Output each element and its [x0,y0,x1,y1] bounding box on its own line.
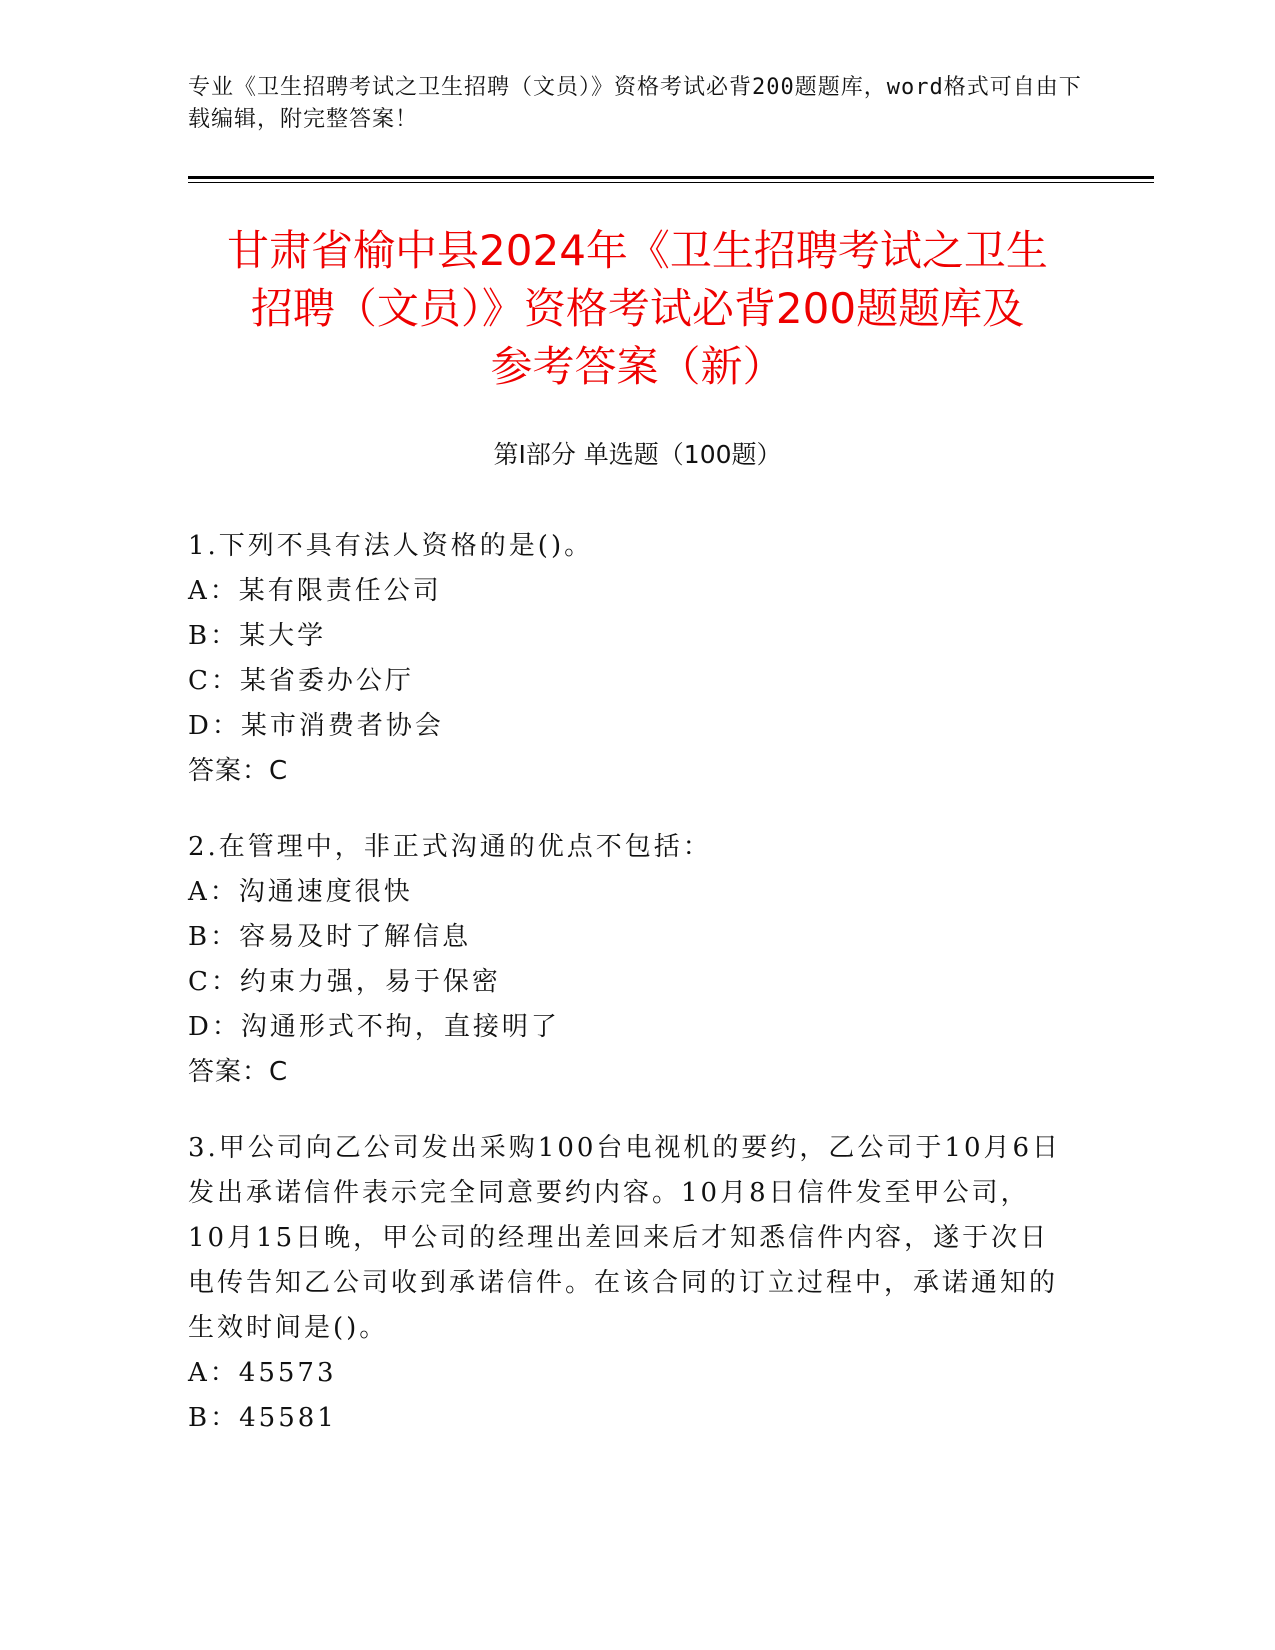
document-title [150,222,1125,396]
option-a: A：某有限责任公司 [188,576,442,606]
option-c: C：某省委办公厅 [188,666,414,696]
question-item [188,825,1068,1095]
option-b: B：45581 [188,1403,337,1433]
question-item [188,524,1068,794]
question-text: 2.在管理中，非正式沟通的优点不包括： [188,832,712,862]
answer: 答案：C [188,756,289,786]
title-line: 招聘（文员）》资格考试必背200题题库及 [250,284,1025,333]
option-d: D：某市消费者协会 [188,711,444,741]
question-text: 3.甲公司向乙公司发出采购100台电视机的要约，乙公司于10月6日发出承诺信件表示完全同意要约内容。10月8日信件发至甲公司，10月15日晚，甲公司的经理出差回来后才知悉信件内容，遂于次日电传告知乙公司收到承诺信件。在该合同的订立过程中，承诺通知的生效时间是()。 [188,1133,1062,1343]
option-b: B：容易及时了解信息 [188,922,472,952]
title-line: 参考答案（新） [490,342,785,391]
question-list [188,524,1068,1472]
header-divider-thin [188,182,1154,183]
question-item [188,1126,1068,1441]
option-c: C：约束力强，易于保密 [188,967,501,997]
title-line: 甘肃省榆中县2024年《卫生招聘考试之卫生 [227,226,1048,275]
header-divider-thick [188,176,1154,179]
option-d: D：沟通形式不拘，直接明了 [188,1012,560,1042]
option-a: A：45573 [188,1358,337,1388]
question-text: 1.下列不具有法人资格的是()。 [188,531,594,561]
option-a: A：沟通速度很快 [188,877,413,907]
option-b: B：某大学 [188,621,327,651]
answer: 答案：C [188,1057,289,1087]
header-note: 专业《卫生招聘考试之卫生招聘（文员）》资格考试必背200题题库，word格式可自由下载编辑，附完整答案！ [188,75,1082,132]
section-heading: 第Ⅰ部分 单选题（100题） [493,440,782,469]
